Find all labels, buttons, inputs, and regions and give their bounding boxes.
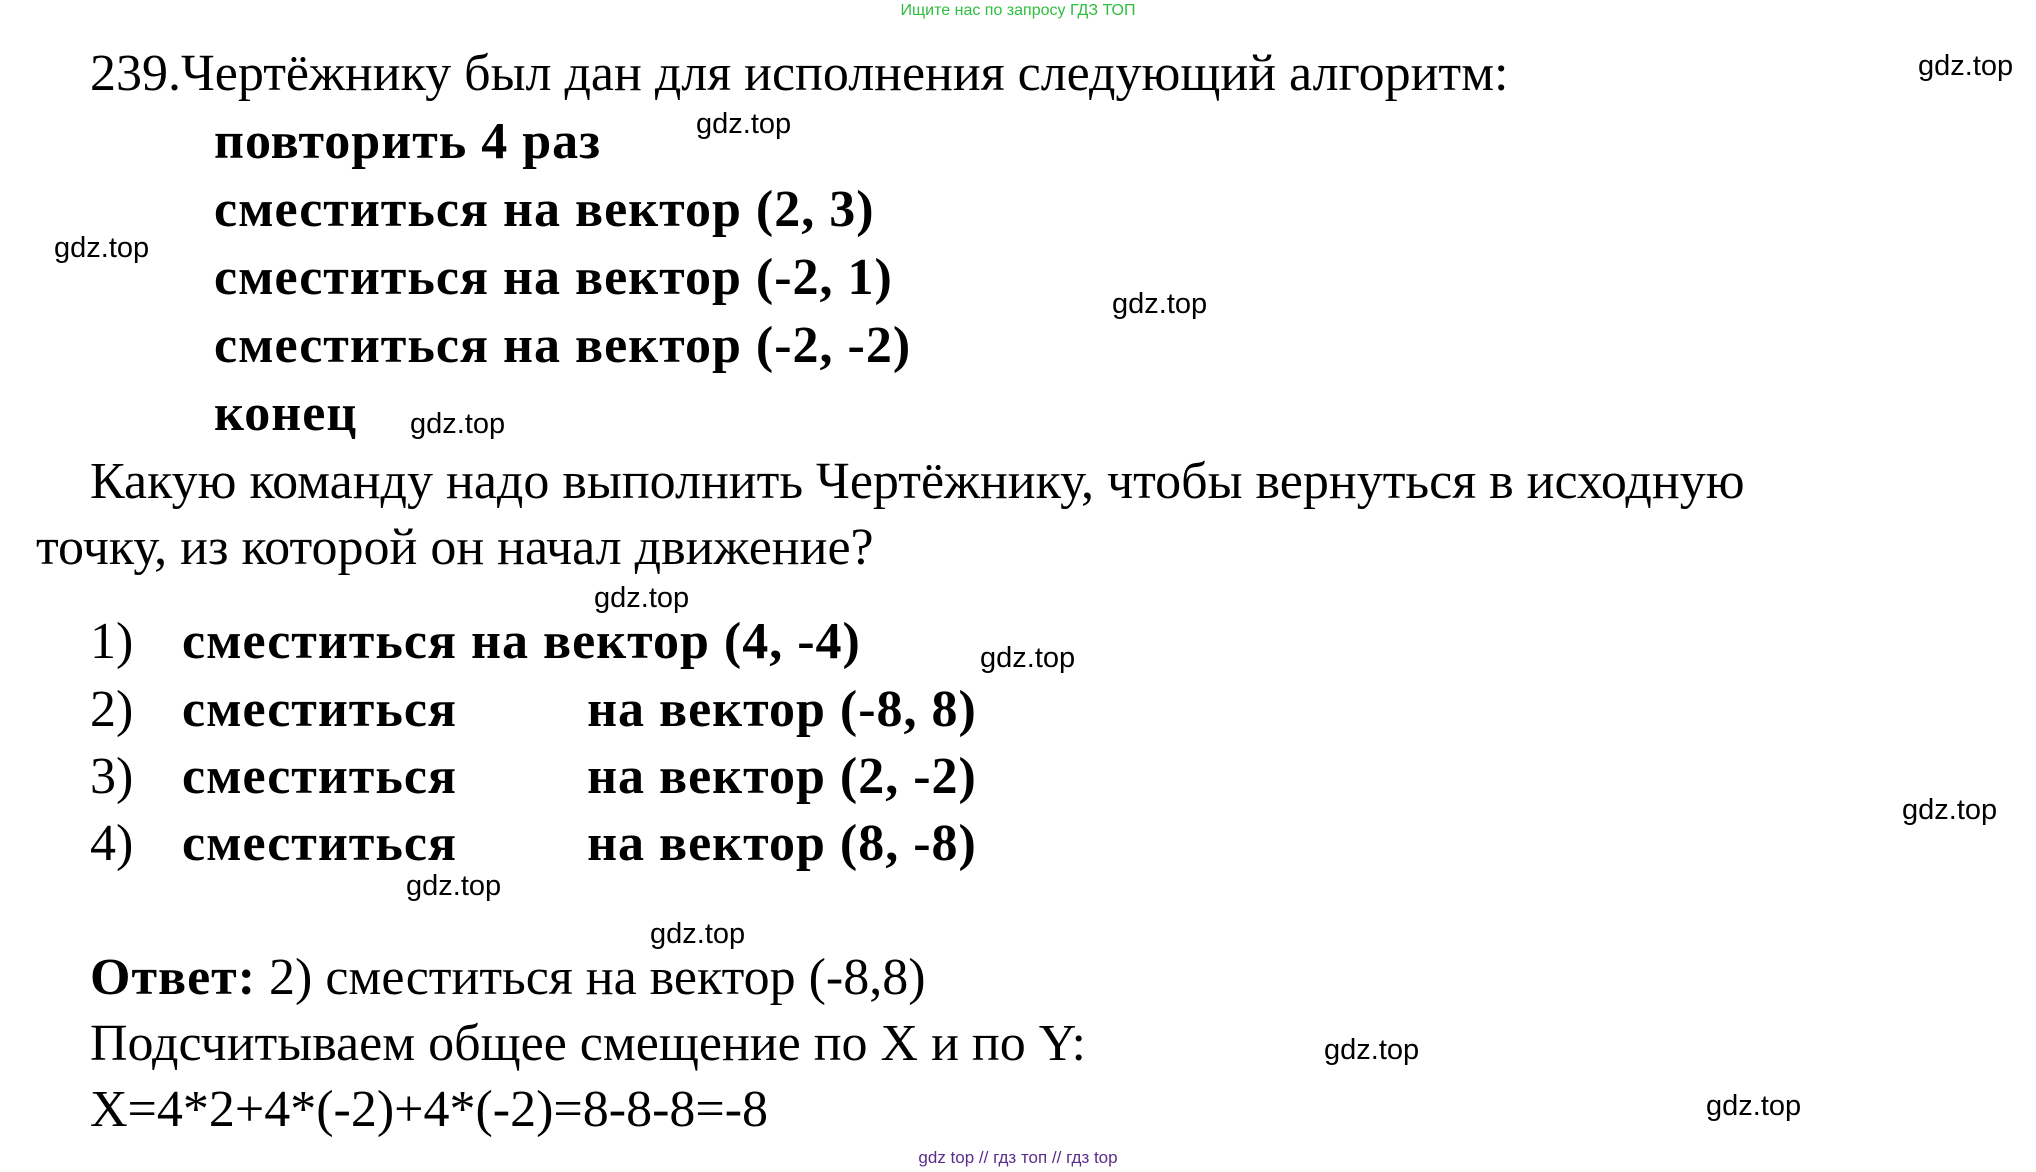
option-2 [90, 680, 977, 740]
answer-label: Ответ: [90, 949, 257, 1006]
option-command: сместиться [182, 748, 458, 805]
watermark: gdz.top [650, 918, 746, 950]
option-number: 2) [90, 681, 134, 738]
algorithm-line-1: повторить 4 раз [214, 113, 602, 170]
problem-intro: 239.Чертёжнику был дан для исполнения следующий алгоритм: [90, 45, 1509, 102]
question-line-1: Какую команду надо выполнить Чертёжнику, чтобы вернуться в исходную [90, 453, 1745, 510]
watermark: gdz.top [410, 408, 506, 440]
watermark: gdz.top [1918, 50, 2014, 82]
watermark: gdz.top [1112, 288, 1208, 320]
watermark: gdz.top [1324, 1034, 1420, 1066]
option-3 [90, 747, 977, 807]
algorithm-line-4: сместиться на вектор (-2, -2) [214, 317, 912, 374]
option-number: 3) [90, 748, 134, 805]
watermark: gdz.top [1706, 1090, 1802, 1122]
footer: gdz top // гдз топ // гдз top [918, 1148, 1118, 1167]
question-line-2: точку, из которой он начал движение? [36, 519, 874, 576]
algorithm-line-2: сместиться на вектор (2, 3) [214, 181, 875, 238]
option-command: сместиться [182, 681, 458, 738]
option-number: 4) [90, 815, 134, 872]
watermark: gdz.top [406, 870, 502, 902]
top-banner: Ищите нас по запросу ГДЗ ТОП [900, 2, 1136, 19]
algorithm-line-3: сместиться на вектор (-2, 1) [214, 249, 893, 306]
watermark: gdz.top [54, 232, 150, 264]
option-number: 1) [90, 613, 134, 670]
option-4 [90, 814, 977, 874]
option-vector: на вектор (-8, 8) [587, 681, 977, 738]
option-vector: на вектор (8, -8) [587, 815, 977, 872]
answer-text: 2) сместиться на вектор (-8,8) [256, 949, 926, 1006]
algorithm-line-5: конец [214, 385, 358, 442]
watermark: gdz.top [980, 642, 1076, 674]
watermark: gdz.top [594, 582, 690, 614]
answer-formula: X=4*2+4*(-2)+4*(-2)=8-8-8=-8 [90, 1081, 769, 1138]
option-1 [90, 612, 861, 672]
watermark: gdz.top [1902, 794, 1998, 826]
answer-line [90, 948, 926, 1008]
option-vector: на вектор (2, -2) [587, 748, 977, 805]
answer-explanation: Подсчитываем общее смещение по X и по Y: [90, 1015, 1086, 1072]
option-text: сместиться на вектор (4, -4) [182, 613, 861, 670]
option-command: сместиться [182, 815, 458, 872]
watermark: gdz.top [696, 108, 792, 140]
